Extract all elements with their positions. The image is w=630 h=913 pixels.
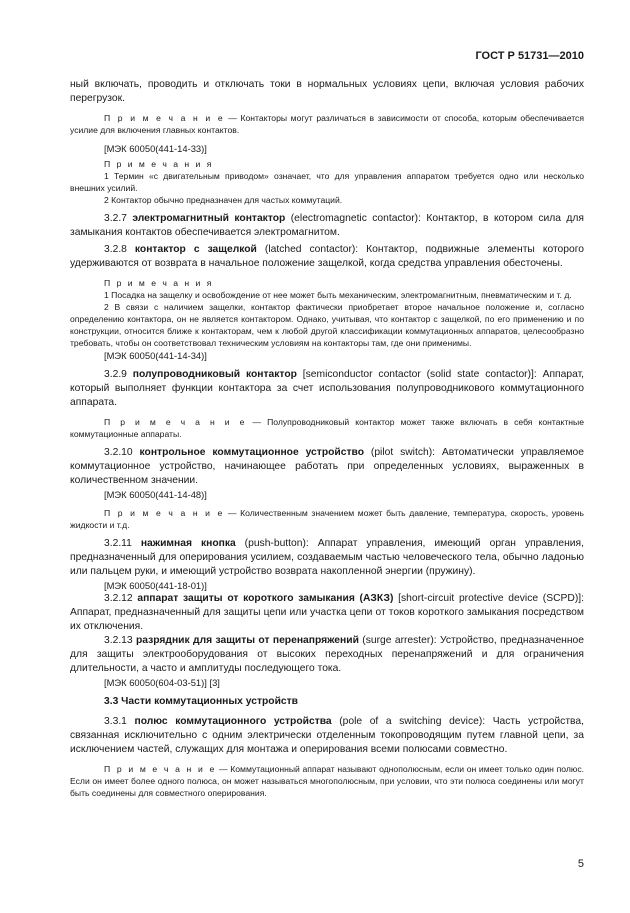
definition-3-2-11: 3.2.11 нажимная кнопка (push-button): Аппарат управления, имеющий орган управления, предназначенный для оперирования усилием, создаваемым частью человеческого тела, обычно ладонью или пальцем руки, и имеющий устройство возврата накопленной энергии (пружину). xyxy=(70,538,584,577)
definition-3-2-13: 3.2.13 разрядник для защиты от перенапряжений (surge arrester): Устройство, предназначенное для защиты электрооборудования от высоких переходных перенапряжений и для ограничения длительности, а часто и амплитуды последующего тока. xyxy=(70,635,584,674)
definition-3-3-1: 3.3.1 полюс коммутационного устройства (pole of a switching device): Часть устройства, связанная исключительно с одним электрически отделенным токопроводящим путем главной цепи, за исключением частей, служащих для монтажа и оперирования всеми полюсами совместно. xyxy=(70,716,584,755)
term: полупроводниковый контактор xyxy=(132,369,297,380)
reference: [МЭК 60050(441-14-33)] xyxy=(104,143,207,154)
note-item: 2 Контактор обычно предназначен для частых коммутаций. xyxy=(104,195,343,205)
definition-3-2-9: 3.2.9 полупроводниковый контактор [semiconductor contactor (solid state contactor)]: Аппарат, который выполняет функции контактора за счет использования полупроводникового коммутационного аппарата. xyxy=(70,369,584,408)
notes-label: П р и м е ч а н и я xyxy=(104,159,214,169)
note-text: — Контакторы могут различаться в зависимости от способа, которым обеспечивается усилие для включения главных контактов. xyxy=(70,113,584,135)
note-paragraph: П р и м е ч а н и е — Количественным значением может быть давление, температура, скорость, уровень жидкости и т.д. xyxy=(70,508,584,530)
note-label: П р и м е ч а н и е xyxy=(104,113,225,123)
definition-3-2-10: 3.2.10 контрольное коммутационное устройство (pilot switch): Автоматически управляемое коммутационное устройство, начинающее работать при определенных условиях, выраженных в количественном значении. xyxy=(70,447,584,486)
document-header: ГОСТ Р 51731—2010 xyxy=(475,50,584,62)
term: полюс коммутационного устройства xyxy=(134,716,332,727)
note-item: 1 Посадка на защелку и освобождение от нее может быть механическим, электромагнитным, пневматическим и т. д. xyxy=(104,290,572,300)
reference: [МЭК 60050(604-03-51)] [3] xyxy=(104,677,220,688)
note-item: 2 В связи с наличием защелки, контактор фактически приобретает второе начальное положение и, согласно определению контактора, он не является контактором. Однако, учитывая, что контактор с защелкой, по его применению и по конструкции, относится ближе к контакторам, чем к любой другой классификации коммутационных аппаратов, целесообразно требовать, чтобы он соответствовал техническим условиям на контакторы там, где они применимы. xyxy=(70,302,584,348)
term: электромагнитный контактор xyxy=(132,213,286,224)
term: контрольное коммутационное устройство xyxy=(139,447,364,458)
note-paragraph: П р и м е ч а н и е — Полупроводниковый контактор может также включать в себя контактные коммутационные аппараты. xyxy=(70,417,584,439)
intro-paragraph: ный включать, проводить и отключать токи в нормальных условиях цепи, включая условия рабочих перегрузок. xyxy=(70,79,584,104)
definition-3-2-8: 3.2.8 контактор с защелкой (latched contactor): Контактор, подвижные элементы которого удерживаются от возврата в начальное положение защелкой, когда средства управления обесточены. xyxy=(70,244,584,269)
notes-label: П р и м е ч а н и я xyxy=(104,278,214,288)
page-body xyxy=(70,48,584,799)
reference: [МЭК 60050(441-18-01)] xyxy=(104,580,207,591)
term: контактор с защелкой xyxy=(134,244,257,255)
section-heading: 3.3 Части коммутационных устройств xyxy=(104,696,299,707)
note-paragraph xyxy=(70,112,584,136)
note-item: 1 Термин «с двигательным приводом» означает, что для управления аппаратом требуется одно или несколько внешних усилий. xyxy=(70,171,584,193)
note-paragraph: П р и м е ч а н и е — Коммутационный аппарат называют однополюсным, если он имеет только один полюс. Если он имеет более одного полюса, он может называться многополюсным, при условии, что эти полюса соединены или могут быть соединены для совместного оперирования. xyxy=(70,764,584,798)
term: аппарат защиты от короткого замыкания (АЗКЗ) xyxy=(137,593,394,604)
term: нажимная кнопка xyxy=(140,538,236,549)
reference: [МЭК 60050(441-14-48)] xyxy=(104,489,207,500)
page-number: 5 xyxy=(577,858,584,870)
term: разрядник для защиты от перенапряжений xyxy=(136,635,359,646)
definition-3-2-12: 3.2.12 аппарат защиты от короткого замыкания (АЗКЗ) [short-circuit protective device (SCPD)]: Аппарат, предназначенный для защиты цепи или участка цепи от токов короткого замыкания посредством их отключения. xyxy=(70,593,584,632)
reference: [МЭК 60050(441-14-34)] xyxy=(104,350,207,361)
definition-3-2-7: 3.2.7 электромагнитный контактор (electromagnetic contactor): Контактор, в котором сила для замыкания контактов обеспечивается электромагнитом. xyxy=(70,213,584,238)
